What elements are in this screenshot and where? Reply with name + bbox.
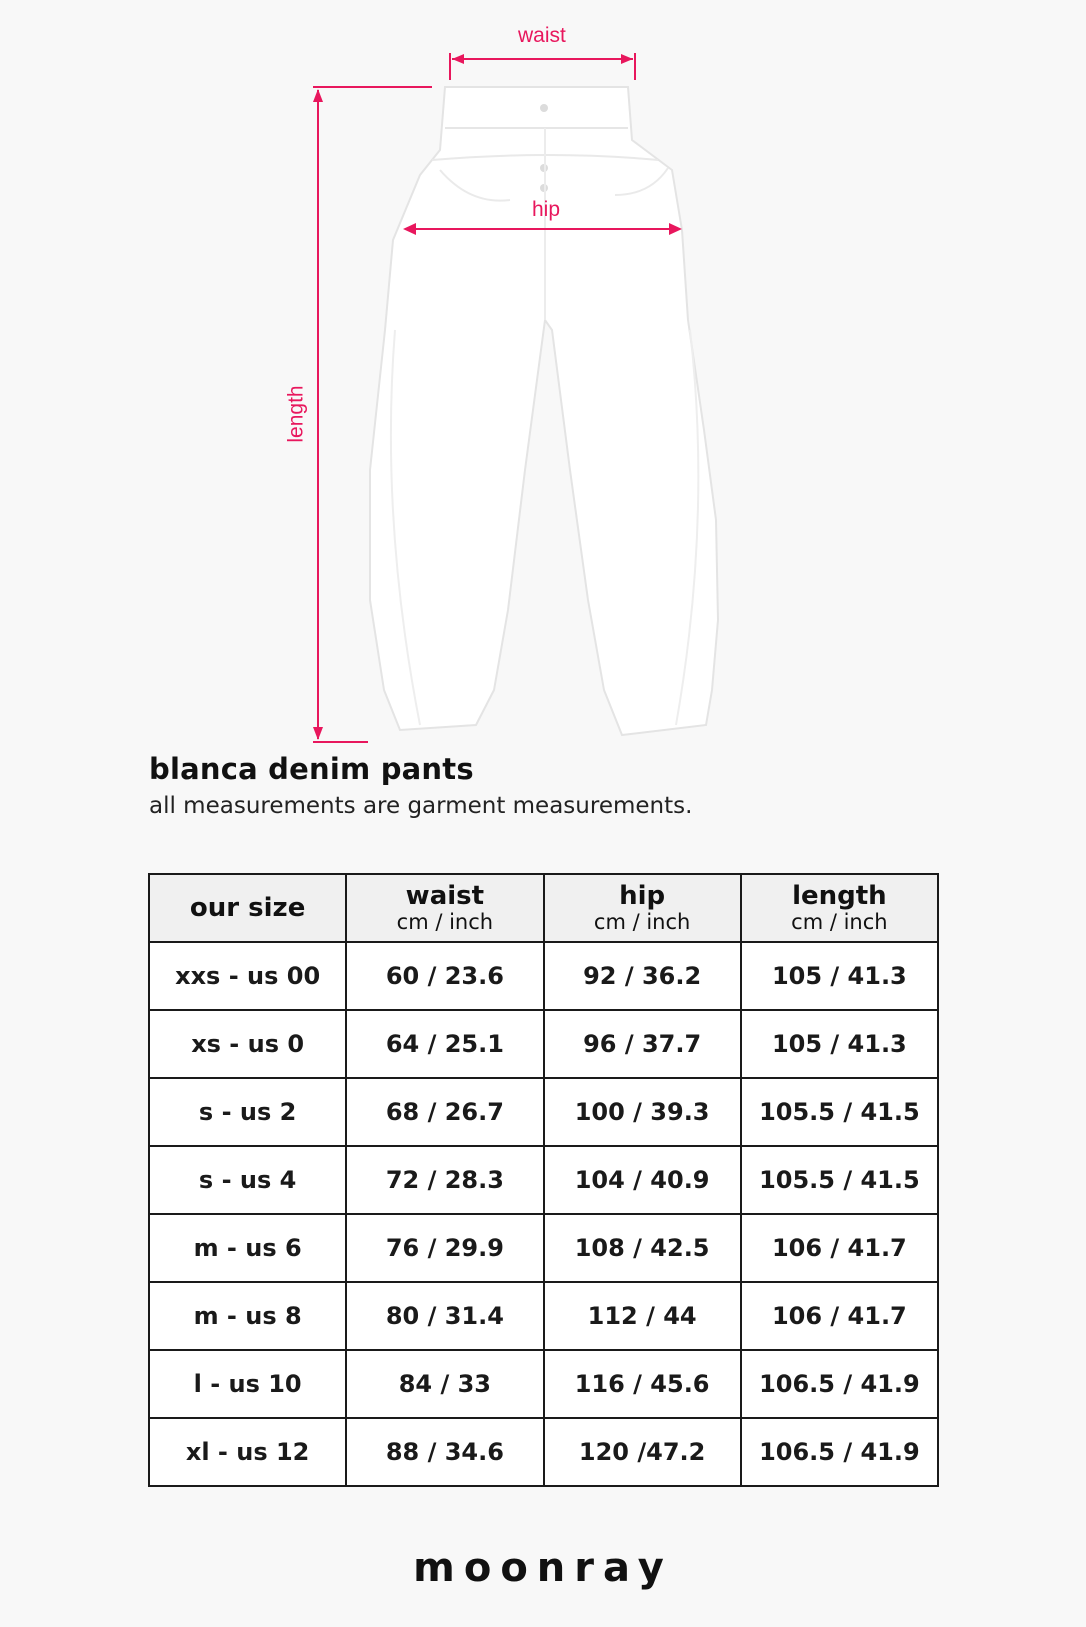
cell-length: 106 / 41.7 (741, 1214, 938, 1282)
table-row (149, 1010, 938, 1078)
cell-length: 105 / 41.3 (741, 1010, 938, 1078)
cell-hip: 92 / 36.2 (544, 942, 741, 1010)
measurement-note: all measurements are garment measurements. (149, 793, 693, 819)
length-label: length (284, 385, 308, 443)
cell-length: 105.5 / 41.5 (741, 1078, 938, 1146)
header-our-size (149, 874, 346, 942)
cell-size: xl - us 12 (149, 1418, 346, 1486)
cell-size: xs - us 0 (149, 1010, 346, 1078)
table-row (149, 1350, 938, 1418)
table-header-row (149, 874, 938, 942)
table-row (149, 1214, 938, 1282)
cell-length: 105.5 / 41.5 (741, 1146, 938, 1214)
header-unit: cm / inch (396, 910, 494, 934)
cell-hip: 116 / 45.6 (544, 1350, 741, 1418)
cell-length: 105 / 41.3 (741, 942, 938, 1010)
button-top (540, 104, 548, 112)
header-length (741, 874, 938, 942)
size-chart-table (148, 873, 939, 1487)
header-label: length (792, 881, 887, 911)
garment-figure (0, 0, 1086, 760)
cell-size: m - us 8 (149, 1282, 346, 1350)
table-row (149, 1418, 938, 1486)
product-title: blanca denim pants (149, 752, 474, 786)
header-label: waist (405, 881, 485, 911)
waist-dimension (450, 53, 635, 80)
cell-waist: 64 / 25.1 (346, 1010, 543, 1078)
pants-illustration (0, 0, 1086, 760)
header-waist (346, 874, 543, 942)
table-row (149, 1282, 938, 1350)
cell-waist: 88 / 34.6 (346, 1418, 543, 1486)
table-row (149, 1146, 938, 1214)
cell-size: l - us 10 (149, 1350, 346, 1418)
header-hip (544, 874, 741, 942)
brand-logo: moonray (413, 1545, 673, 1591)
cell-size: m - us 6 (149, 1214, 346, 1282)
cell-length: 106.5 / 41.9 (741, 1418, 938, 1486)
cell-waist: 72 / 28.3 (346, 1146, 543, 1214)
cell-length: 106.5 / 41.9 (741, 1350, 938, 1418)
waist-label: waist (518, 24, 566, 47)
cell-hip: 104 / 40.9 (544, 1146, 741, 1214)
cell-waist: 76 / 29.9 (346, 1214, 543, 1282)
header-label: hip (619, 881, 666, 911)
header-unit: cm / inch (791, 910, 888, 934)
table-row (149, 942, 938, 1010)
cell-waist: 84 / 33 (346, 1350, 543, 1418)
header-unit: cm / inch (593, 910, 691, 934)
header-label: our size (189, 893, 306, 923)
cell-waist: 68 / 26.7 (346, 1078, 543, 1146)
cell-hip: 108 / 42.5 (544, 1214, 741, 1282)
hip-label: hip (532, 198, 561, 221)
table-row (149, 1078, 938, 1146)
cell-hip: 100 / 39.3 (544, 1078, 741, 1146)
cell-size: s - us 2 (149, 1078, 346, 1146)
cell-length: 106 / 41.7 (741, 1282, 938, 1350)
cell-size: xxs - us 00 (149, 942, 346, 1010)
cell-size: s - us 4 (149, 1146, 346, 1214)
cell-waist: 80 / 31.4 (346, 1282, 543, 1350)
cell-waist: 60 / 23.6 (346, 942, 543, 1010)
cell-hip: 112 / 44 (544, 1282, 741, 1350)
cell-hip: 120 /47.2 (544, 1418, 741, 1486)
cell-hip: 96 / 37.7 (544, 1010, 741, 1078)
